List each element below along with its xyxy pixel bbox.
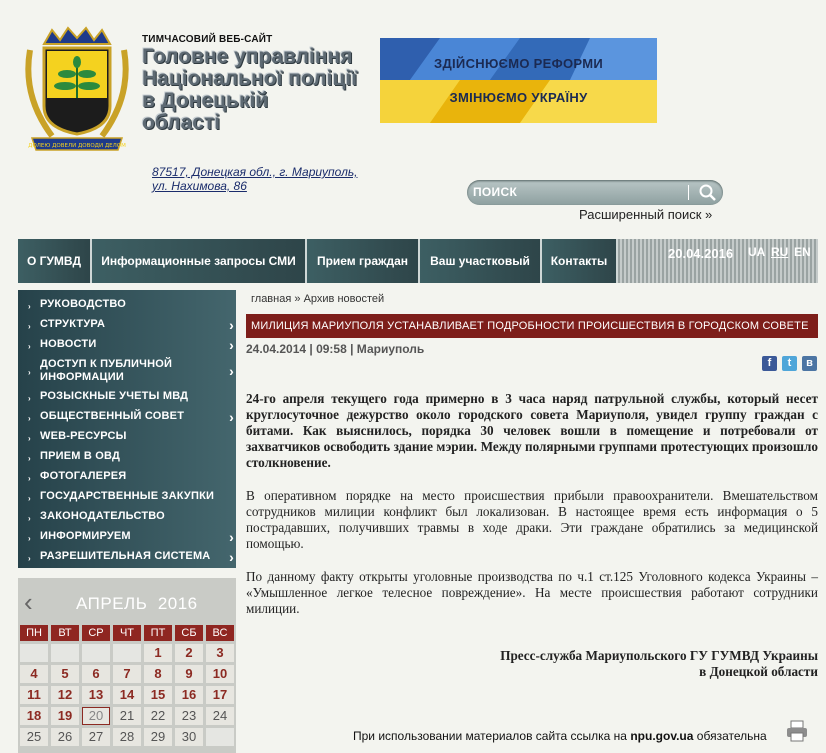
calendar-weekday: СБ [175, 625, 203, 641]
calendar-day: 30 [175, 728, 203, 746]
site-title-line: Національної поліції [142, 67, 358, 90]
calendar-day: 27 [82, 728, 110, 746]
signature-line-1: Пресс-служба Мариупольского ГУ ГУМВД Украины [500, 648, 818, 663]
search-box[interactable] [467, 180, 723, 205]
calendar-day-empty [206, 728, 234, 746]
calendar-day: 28 [113, 728, 141, 746]
bullet-icon: › [28, 342, 31, 351]
bullet-icon: › [28, 514, 31, 523]
bullet-icon: › [28, 534, 31, 543]
calendar-day: 29 [144, 728, 172, 746]
calendar-day-link[interactable]: 7 [113, 665, 141, 683]
calendar-weekday: ЧТ [113, 625, 141, 641]
calendar-day-link[interactable]: 17 [206, 686, 234, 704]
chevron-left-icon[interactable]: ‹ [24, 587, 33, 617]
address-line-1: 87517, Донецкая обл., г. Мариуполь, [152, 165, 358, 179]
calendar-day-link[interactable]: 3 [206, 644, 234, 662]
nav-media-requests[interactable]: Информационные запросы СМИ [92, 239, 307, 283]
chevron-right-icon: › [229, 529, 234, 545]
calendar-weekday: ПТ [144, 625, 172, 641]
bullet-icon: › [28, 368, 31, 377]
calendar-day: 22 [144, 707, 172, 725]
calendar-day-empty [82, 644, 110, 662]
nav-contacts[interactable]: Контакты [542, 239, 618, 283]
reform-banner[interactable] [380, 38, 657, 123]
bullet-icon: › [28, 554, 31, 563]
chevron-right-icon: › [229, 363, 234, 379]
sidebar-item-label: РУКОВОДСТВО [40, 298, 127, 310]
svg-text:ДОЛЕЮ ДОВЕЛИ ДОВОДИ ДЕЛОМ: ДОЛЕЮ ДОВЕЛИ ДОВОДИ ДЕЛОМ [28, 143, 126, 149]
calendar-day-link[interactable]: 1 [144, 644, 172, 662]
signature-line-2: в Донецкой области [699, 664, 818, 679]
calendar-day: 25 [20, 728, 48, 746]
sidebar-item-label: ФОТОГАЛЕРЕЯ [40, 470, 127, 482]
sidebar-item-label: ГОСУДАРСТВЕННЫЕ ЗАКУПКИ [40, 490, 215, 502]
calendar-day-link[interactable]: 18 [20, 707, 48, 725]
calendar-day-link[interactable]: 10 [206, 665, 234, 683]
sidebar-item-label: ДОСТУП К ПУБЛИЧНОЙ ИНФОРМАЦИИ [40, 358, 173, 383]
article-signature [246, 648, 818, 680]
search-divider [688, 185, 689, 200]
chevron-right-icon: › [229, 337, 234, 353]
bullet-icon: › [28, 454, 31, 463]
footer-note-prefix: При использовании материалов сайта ссылка на [353, 729, 627, 743]
site-title[interactable] [142, 46, 357, 134]
calendar-day-empty [51, 644, 79, 662]
vk-icon[interactable]: в [802, 356, 817, 371]
nav-date-area [618, 239, 818, 283]
sidebar-item-label: ЗАКОНОДАТЕЛЬСТВО [40, 510, 165, 522]
breadcrumb-section[interactable]: Архив новостей [303, 293, 385, 305]
current-date: 20.04.2016 [668, 246, 734, 261]
calendar-month-year [76, 594, 198, 614]
bullet-icon: › [28, 394, 31, 403]
calendar-weekday: ПН [20, 625, 48, 641]
calendar-day-link[interactable]: 19 [51, 707, 79, 725]
calendar-day-link[interactable]: 13 [82, 686, 110, 704]
chevron-right-icon: › [229, 317, 234, 333]
sidebar-item-label: WEB-РЕСУРСЫ [40, 430, 127, 442]
address-line-2: ул. Нахимова, 86 [152, 179, 247, 193]
search-input[interactable]: ПОИСК [473, 185, 518, 199]
lang-ru[interactable]: RU [771, 245, 789, 259]
sidebar-item-label: ОБЩЕСТВЕННЫЙ СОВЕТ [40, 410, 185, 422]
sidebar-item-label: ИНФОРМИРУЕМ [40, 530, 131, 542]
nav-citizen-reception[interactable]: Прием граждан [307, 239, 420, 283]
address-link[interactable] [152, 165, 357, 193]
sidebar-item-label: СТРУКТУРА [40, 318, 106, 330]
sidebar-item-label: ПРИЕМ В ОВД [40, 450, 121, 462]
article-paragraph: В оперативном порядке на место происшествия прибыли правоохранители. Вмешательством сотрудников милиции конфликт был локализован. В настоящее время есть информация о 5 пострадавших, получивших травмы в ходе драки. Эти граждане обратились за медицинской помощью. [246, 488, 818, 551]
calendar-day-empty [20, 644, 48, 662]
bullet-icon: › [28, 434, 31, 443]
breadcrumb-home[interactable]: главная [251, 293, 292, 305]
calendar-day-link[interactable]: 16 [175, 686, 203, 704]
sidebar-item-label: РОЗЫСКНЫЕ УЧЕТЫ МВД [40, 390, 189, 402]
search-icon[interactable] [693, 180, 723, 205]
breadcrumb-separator: » [294, 293, 301, 305]
calendar-weekday: ВТ [51, 625, 79, 641]
lang-en[interactable]: EN [794, 245, 811, 259]
article-meta: 24.04.2014 | 09:58 | Мариуполь [246, 342, 425, 356]
banner-line-2: ЗМІНЮЄМО УКРАЇНУ [449, 90, 588, 105]
coat-of-arms-emblem[interactable] [22, 26, 132, 156]
nav-district-officer[interactable]: Ваш участковый [420, 239, 542, 283]
calendar-day: 26 [51, 728, 79, 746]
footer-site-link[interactable]: npu.gov.ua [630, 729, 694, 743]
calendar-day-empty [113, 644, 141, 662]
calendar-year: 2016 [157, 594, 198, 613]
bullet-icon: › [28, 414, 31, 423]
footer-note [353, 729, 767, 743]
sidebar-item-label: НОВОСТИ [40, 338, 97, 350]
advanced-search-link[interactable]: Расширенный поиск » [579, 207, 713, 222]
calendar-day-today: 20 [82, 707, 110, 725]
sidebar-item-label: РАЗРЕШИТЕЛЬНАЯ СИСТЕМА [40, 550, 211, 562]
bullet-icon: › [28, 302, 31, 311]
calendar-day-link[interactable]: 6 [82, 665, 110, 683]
lang-ua[interactable]: UA [748, 245, 766, 259]
banner-line-1: ЗДІЙСНЮЄМО РЕФОРМИ [434, 56, 603, 71]
article-headline: МИЛИЦИЯ МАРИУПОЛЯ УСТАНАВЛИВАЕТ ПОДРОБНОСТИ ПРОИСШЕСТВИЯ В ГОРОДСКОМ СОВЕТЕ [246, 314, 818, 338]
calendar-day: 21 [113, 707, 141, 725]
sidebar-menu [18, 290, 236, 568]
calendar-day-link[interactable]: 9 [175, 665, 203, 683]
site-subtitle: ТИМЧАСОВИЙ ВЕБ-САЙТ [142, 34, 273, 45]
article-paragraph: По данному факту открыты уголовные производства по ч.1 ст.125 Уголовного кодекса Украины – «Умышленное легкое телесное повреждение». На месте происшествия работают сотрудники милиции. [246, 569, 818, 616]
nav-about[interactable]: О ГУМВД [18, 239, 92, 283]
site-title-line: в Донецькій [142, 89, 269, 112]
article-lead: 24-го апреля текущего года примерно в 3 часа наряд патрульной службы, который несет круглосуточное дежурство около городского совета Мариуполя, увидел группу граждан с битами. Как выяснилось, порядка 30 человек вошли в помещение и потребовали от захватчиков освободить здание мэрии. Между полярными группами протестующих произошло столкновение. [246, 391, 818, 470]
calendar-day-link[interactable]: 5 [51, 665, 79, 683]
calendar-day: 24 [206, 707, 234, 725]
calendar-day-link[interactable]: 11 [20, 686, 48, 704]
bullet-icon: › [28, 474, 31, 483]
twitter-icon[interactable]: t [782, 356, 797, 371]
print-icon[interactable] [785, 720, 809, 742]
calendar-day-link[interactable]: 14 [113, 686, 141, 704]
calendar-month: АПРЕЛЬ [76, 594, 148, 613]
breadcrumb [251, 293, 384, 305]
site-title-line: області [142, 111, 221, 134]
calendar-day-link[interactable]: 2 [175, 644, 203, 662]
calendar-weekday: СР [82, 625, 110, 641]
calendar-day: 23 [175, 707, 203, 725]
calendar-day-link[interactable]: 15 [144, 686, 172, 704]
bullet-icon: › [28, 322, 31, 331]
facebook-icon[interactable]: f [762, 356, 777, 371]
main-nav [18, 239, 818, 283]
calendar-day-link[interactable]: 12 [51, 686, 79, 704]
calendar-widget [18, 578, 236, 753]
bullet-icon: › [28, 494, 31, 503]
calendar-day-link[interactable]: 4 [20, 665, 48, 683]
footer-note-suffix: обязательна [696, 729, 767, 743]
calendar-day-link[interactable]: 8 [144, 665, 172, 683]
chevron-right-icon: › [229, 409, 234, 425]
site-title-line: Головне управління [142, 45, 353, 68]
chevron-right-icon: › [229, 549, 234, 565]
calendar-weekday: ВС [206, 625, 234, 641]
